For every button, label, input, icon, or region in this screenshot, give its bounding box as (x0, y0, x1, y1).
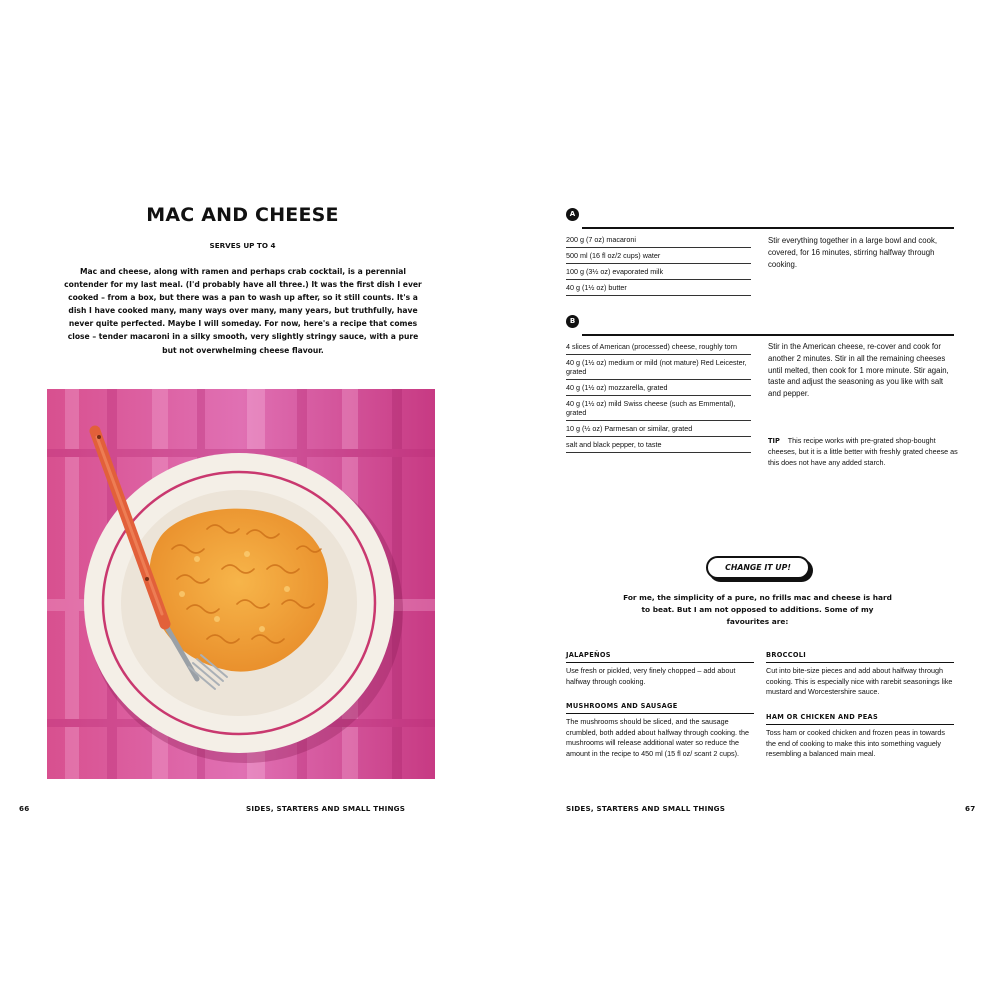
step-a-badge: A (566, 208, 579, 221)
ingredient-row: 10 g (½ oz) Parmesan or similar, grated (566, 421, 751, 437)
variation-broccoli (766, 651, 954, 698)
variation-heading: HAM OR CHICKEN AND PEAS (766, 713, 954, 725)
variation-text: The mushrooms should be sliced, and the sausage crumbled, both added about halfway through cooking. the mushrooms will release additional water so reduce the amount in the recipe to 450 ml (15 fl oz/ scant 2 cups). (566, 717, 750, 758)
step-a-rule (582, 227, 954, 229)
ingredient-row: 40 g (1½ oz) mild Swiss cheese (such as Emmental), grated (566, 396, 751, 421)
tip-text: This recipe works with pre-grated shop-bought cheeses, but it is a little better with freshly grated cheese as this does not have any added starch. (768, 436, 958, 467)
right-page (500, 0, 1000, 1000)
change-it-up-intro: For me, the simplicity of a pure, no frills mac and cheese is hard to beat. But I am not opposed to additions. Some of my favourites are: (623, 593, 892, 626)
recipe-intro: Mac and cheese, along with ramen and perhaps crab cocktail, is a perennial contender for my last meal. (I'd probably have all three.) It was the first dish I ever cooked – from a box, but there was a pan to wash up after, so it still counts. It's a dish I have cooked many, many ways over many, many years, but truthfully, have never quite perfected. Maybe I will someday. For now, here's a recipe that comes close – tender macaroni in a silky smooth, very slightly stringy sauce, with a pure but not overwhelming cheese flavour. (64, 267, 422, 355)
ingredient-row: 100 g (3½ oz) evaporated milk (566, 264, 751, 280)
ingredient-row: 200 g (7 oz) macaroni (566, 232, 751, 248)
change-it-up-badge: CHANGE IT UP! (706, 556, 810, 579)
ingredient-row: salt and black pepper, to taste (566, 437, 751, 453)
variation-heading: BROCCOLI (766, 651, 954, 663)
ingredient-row: 40 g (1½ oz) mozzarella, grated (566, 380, 751, 396)
mac-and-cheese-illustration (47, 389, 435, 779)
tip-note (768, 436, 958, 469)
page-number-right: 67 (965, 804, 976, 813)
variation-jalapenos (566, 651, 754, 687)
ingredient-row: 40 g (1½ oz) butter (566, 280, 751, 296)
mac-and-cheese-photo (47, 389, 435, 779)
variation-mushrooms-sausage (566, 702, 754, 759)
step-b-ingredients (566, 339, 751, 453)
variation-ham-chicken-peas (766, 713, 954, 760)
step-b-rule (582, 334, 954, 336)
variation-text: Toss ham or cooked chicken and frozen peas in towards the end of cooking to make this into something vaguely resembling a balanced main meal. (766, 728, 945, 759)
step-b-badge: B (566, 315, 579, 328)
ingredient-row: 40 g (1½ oz) medium or mild (not mature) Red Leicester, grated (566, 355, 751, 380)
recipe-title: MAC AND CHEESE (146, 204, 339, 226)
serves-label: SERVES UP TO 4 (209, 241, 276, 250)
ingredient-row: 4 slices of American (processed) cheese, roughly torn (566, 339, 751, 355)
variation-text: Cut into bite-size pieces and add about halfway through cooking. This is especially nice with rarebit seasonings like mustard and Worcestershire sauce. (766, 666, 953, 697)
step-a-ingredients (566, 232, 751, 296)
section-footer-right: SIDES, STARTERS AND SMALL THINGS (566, 804, 726, 813)
step-a-method: Stir everything together in a large bowl and cook, covered, for 16 minutes, stirring halfway through cooking. (768, 236, 938, 269)
tip-label: TIP (768, 437, 780, 445)
ingredient-row: 500 ml (16 fl oz/2 cups) water (566, 248, 751, 264)
step-b-method: Stir in the American cheese, re-cover and cook for another 2 minutes. Stir in all the remaining cheeses until melted, then cook for 1 more minute. Stir again, taste and adjust the seasoning as you like with salt and pepper. (768, 342, 949, 399)
variation-text: Use fresh or pickled, very finely chopped – add about halfway through cooking. (566, 666, 736, 686)
variation-heading: JALAPEÑOS (566, 651, 754, 663)
page-number-left: 66 (19, 804, 30, 813)
variation-heading: MUSHROOMS AND SAUSAGE (566, 702, 754, 714)
section-footer-left: SIDES, STARTERS AND SMALL THINGS (246, 804, 406, 813)
